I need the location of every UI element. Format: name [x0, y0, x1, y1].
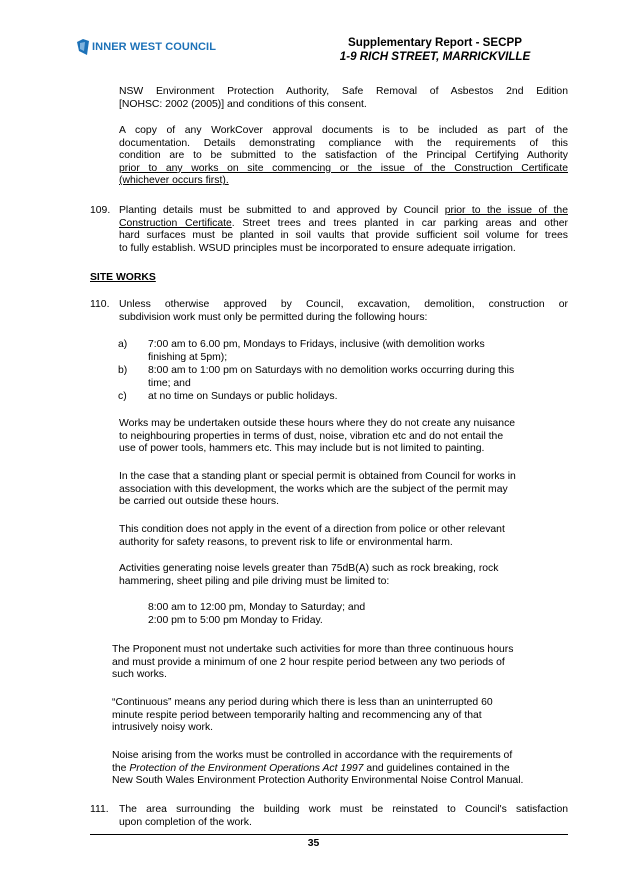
- text-line: [119, 205, 568, 218]
- text-line: The area surrounding the building work must be reinstated to Council's satisfaction: [119, 804, 568, 815]
- text-line: and must provide a minimum of one 2 hour respite period between any two periods of: [112, 656, 505, 668]
- list-item: [148, 339, 568, 364]
- text-span: prior to the issue of the: [444, 205, 568, 216]
- text-line: to fully establish. WSUD principles must be incorporated to ensure adequate irrigation.: [119, 242, 516, 254]
- list-item: [148, 391, 568, 404]
- text-line: NSW Environment Protection Authority, Safe Removal of Asbestos 2nd Edition: [119, 86, 568, 97]
- list-label: c): [118, 391, 127, 402]
- noise-activities-paragraph: [119, 563, 568, 588]
- text-line: at no time on Sundays or public holidays.: [148, 391, 338, 402]
- text-line: (whichever occurs first).: [119, 175, 229, 187]
- permit-paragraph: [119, 471, 568, 509]
- list-label: a): [118, 339, 128, 350]
- text-line: subdivision work must only be permitted during the following hours:: [119, 311, 428, 323]
- text-line: 7:00 am to 6.00 pm, Mondays to Fridays, inclusive (with demolition works: [148, 339, 485, 350]
- text-line: such works.: [112, 669, 167, 681]
- condition-110-intro: [119, 299, 568, 324]
- text-line: This condition does not apply in the event of a direction from police or other relevant: [119, 524, 505, 535]
- text-line: 2:00 pm to 5:00 pm Monday to Friday.: [148, 614, 323, 626]
- condition-111: [119, 804, 568, 829]
- page-number: 35: [307, 838, 320, 849]
- text-line: prior to any works on site commencing or the issue of the Construction Certificate: [119, 162, 568, 174]
- text-line: 8:00 am to 12:00 pm, Monday to Saturday; and: [148, 602, 366, 613]
- text-line: Works may be undertaken outside these hours where they do not create any nuisance: [119, 418, 516, 429]
- asbestos-paragraph: [119, 86, 568, 111]
- condition-number: 111.: [90, 804, 109, 815]
- text-line: A copy of any WorkCover approval documents is to be included as part of the: [119, 125, 568, 136]
- text-line: Noise arising from the works must be controlled in accordance with the requirements of: [112, 750, 513, 761]
- section-heading: SITE WORKS: [90, 272, 156, 283]
- text-line: to neighbouring properties in terms of dust, noise, vibration etc and do not entail the: [119, 430, 504, 442]
- text-line: be carried out outside these hours.: [119, 496, 279, 508]
- text-line: [NOHSC: 2002 (2005)] and conditions of this consent.: [119, 98, 367, 110]
- footer-divider: [90, 834, 568, 835]
- text-line: Activities generating noise levels greater than 75dB(A) such as rock breaking, rock: [119, 563, 499, 574]
- text-line: association with this development, the works which are the subject of the permit may: [119, 483, 508, 495]
- continuous-definition: [112, 697, 568, 735]
- council-logo: [76, 38, 216, 56]
- text-line: The Proponent must not undertake such activities for more than three continuous hours: [112, 644, 514, 655]
- noise-control-paragraph: [112, 750, 572, 788]
- report-title: Supplementary Report - SECPP: [348, 36, 522, 49]
- condition-number: 109.: [90, 205, 111, 216]
- text-line: hard surfaces must be planted in soil vaults that provide sufficient soil volume for trees: [119, 230, 568, 242]
- text-line: time; and: [148, 377, 191, 389]
- works-paragraph: [119, 418, 568, 456]
- text-line: condition are to be submitted to the satisfaction of the Principal Certifying Authority: [119, 150, 568, 162]
- text-line: 8:00 am to 1:00 pm on Saturdays with no demolition works occurring during this: [148, 365, 515, 376]
- text-line: intrusively noisy work.: [112, 722, 214, 734]
- report-header: [305, 36, 565, 64]
- workcover-paragraph: [119, 125, 568, 188]
- report-address: 1-9 RICH STREET, MARRICKVILLE: [339, 50, 531, 63]
- text-span: and guidelines contained in the: [363, 762, 510, 774]
- condition-number: 110.: [90, 299, 110, 310]
- noise-hours: [148, 602, 568, 627]
- text-span: . Street trees and trees planted in car parking areas and other: [231, 217, 568, 229]
- text-line: [119, 218, 568, 231]
- text-span: Planting details must be submitted to and approved by Council: [119, 205, 439, 216]
- text-line: [112, 763, 572, 776]
- text-line: finishing at 5pm);: [148, 351, 228, 363]
- text-span: the: [112, 762, 130, 774]
- text-span: Construction Certificate: [119, 217, 232, 229]
- text-line: upon completion of the work.: [119, 816, 252, 828]
- text-line: Unless otherwise approved by Council, excavation, demolition, construction or: [119, 299, 568, 310]
- council-logo-text: INNER WEST COUNCIL: [92, 40, 217, 53]
- act-title: Protection of the Environment Operations Act 1997: [129, 762, 364, 774]
- text-line: “Continuous” means any period during which there is less than an uninterrupted 60: [112, 697, 493, 708]
- respite-paragraph: [112, 644, 568, 682]
- council-logo-icon: [76, 38, 90, 56]
- exemption-paragraph: [119, 524, 568, 549]
- text-line: authority for safety reasons, to prevent risk to life or environmental harm.: [119, 536, 453, 548]
- condition-109: [119, 205, 568, 255]
- text-line: New South Wales Environment Protection Authority Environmental Noise Control Manual.: [112, 775, 524, 787]
- text-line: hammering, sheet piling and pile driving must be limited to:: [119, 575, 390, 587]
- text-line: use of power tools, hammers etc. This may include but is not limited to painting.: [119, 443, 485, 455]
- text-line: In the case that a standing plant or special permit is obtained from Council for works in: [119, 471, 516, 482]
- text-line: documentation. Details demonstrating compliance with the requirements of this: [119, 137, 568, 149]
- text-line: minute respite period between temporarily halting and recommencing any of that: [112, 709, 482, 721]
- list-item: [148, 365, 568, 390]
- list-label: b): [118, 365, 128, 376]
